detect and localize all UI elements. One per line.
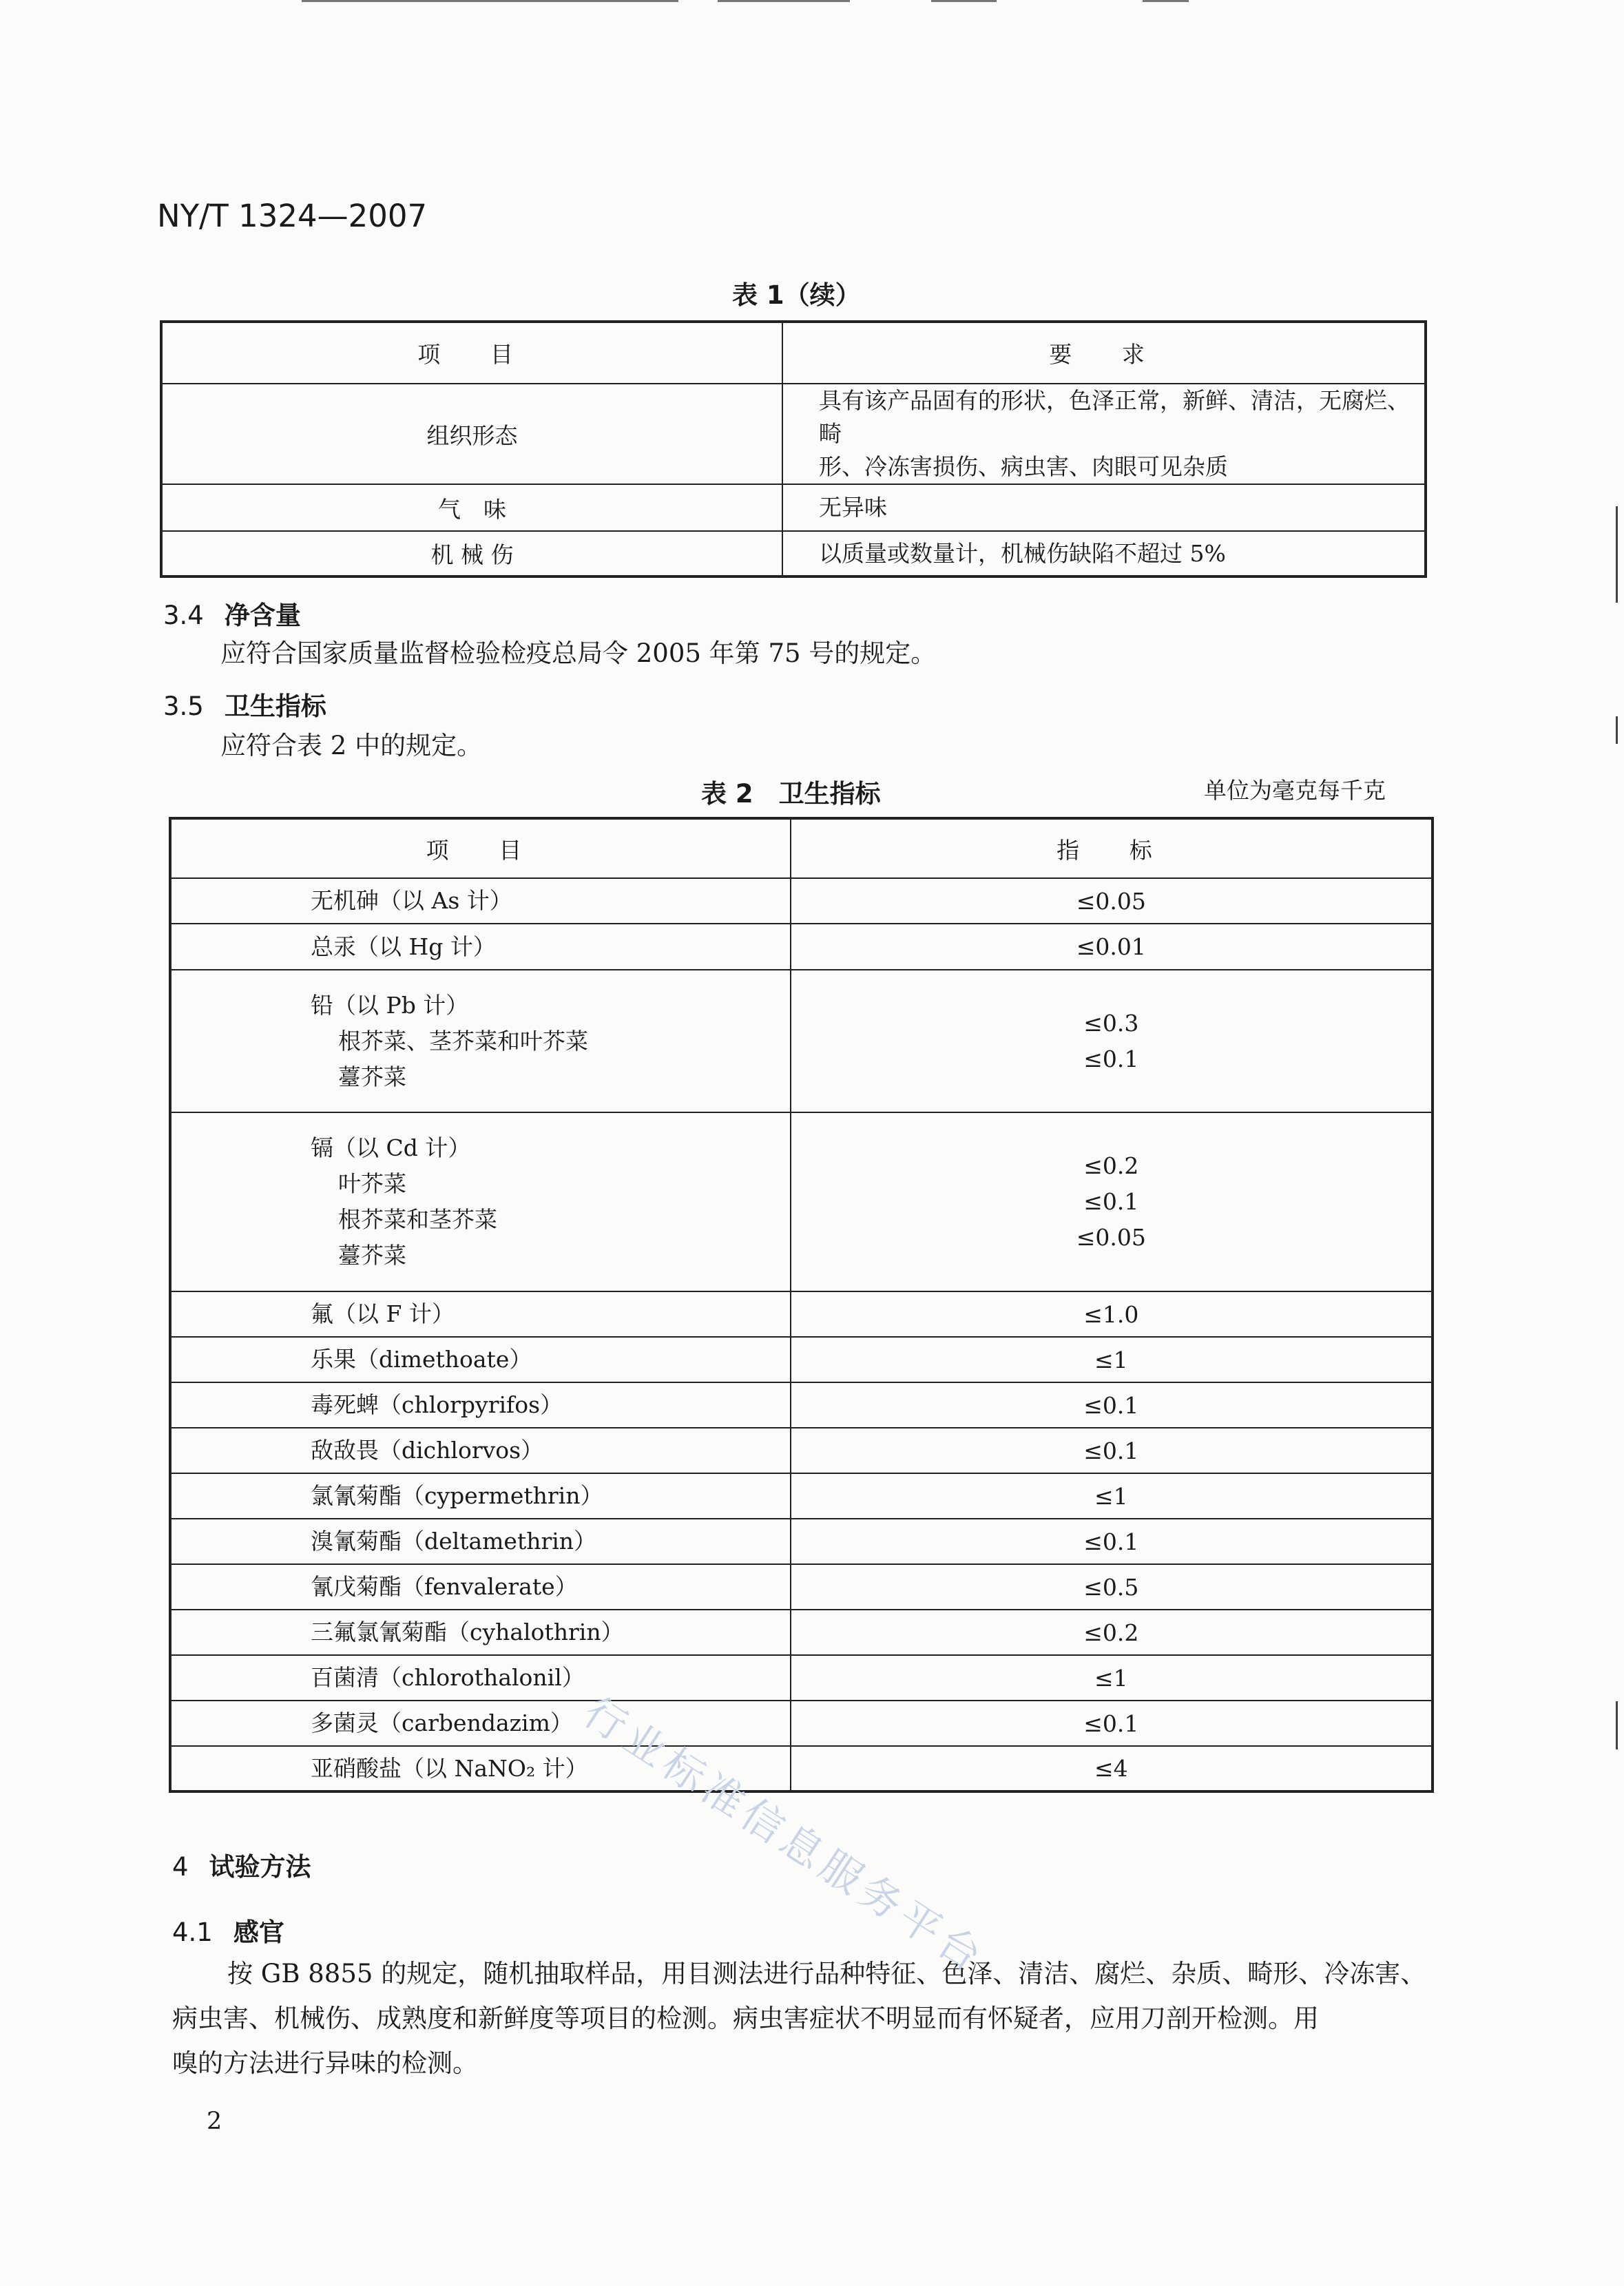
table-row (170, 1746, 1433, 1791)
table2-val: ≤0.5 (791, 1564, 1433, 1610)
scan-edge-line (302, 0, 678, 2)
req-line: 形、冷冻害损伤、病虫害、肉眼可见杂质 (819, 453, 1229, 480)
table1-col-req: 要 求 (782, 322, 1426, 384)
sub-item: 薹芥菜 (338, 1063, 406, 1090)
section-number: 3.4 (163, 601, 204, 630)
table2-val (791, 1112, 1433, 1291)
section-3-5-heading (163, 685, 326, 723)
page-number: 2 (207, 2108, 222, 2135)
table2-item: 总汞（以 Hg 计） (170, 924, 791, 970)
table1-item: 机 械 伤 (161, 531, 782, 576)
table2-item: 多菌灵（carbendazim） (170, 1701, 791, 1746)
table2-item: 敌敌畏（dichlorvos） (170, 1428, 791, 1473)
table2-col-item: 项 目 (170, 818, 791, 878)
table2-val: ≤1 (791, 1473, 1433, 1519)
section-4-heading (172, 1846, 311, 1883)
watermark-text: 行业标准信息服务平台 (574, 1687, 995, 1984)
table2-val: ≤0.05 (791, 878, 1433, 924)
section-4-1-line: 按 GB 8855 的规定，随机抽取样品，用目测法进行品种特征、色泽、清洁、腐烂、杂质、畸形、冷冻害、 (227, 1959, 1426, 1988)
table-row (170, 878, 1433, 924)
table2-item: 溴氰菊酯（deltamethrin） (170, 1519, 791, 1564)
section-title: 净含量 (224, 601, 301, 630)
table2-val: ≤1 (791, 1337, 1433, 1382)
table2-val: ≤1 (791, 1655, 1433, 1701)
table2-item: 氯氰菊酯（cypermethrin） (170, 1473, 791, 1519)
sub-item: 叶芥菜 (338, 1170, 406, 1197)
table2-caption: 表 2 卫生指标 (701, 779, 881, 809)
table-row (170, 1655, 1433, 1701)
table2-item: 无机砷（以 As 计） (170, 878, 791, 924)
section-4-1-line: 病虫害、机械伤、成熟度和新鲜度等项目的检测。病虫害症状不明显而有怀疑者，应用刀剖开检测。用 (172, 2004, 1319, 2033)
value: ≤0.2 (1083, 1152, 1139, 1179)
table1-col-item: 项 目 (161, 322, 782, 384)
table-row (170, 1610, 1433, 1655)
table2-item (170, 1112, 791, 1291)
scan-edge-mark (1616, 716, 1618, 744)
section-number: 3.5 (163, 692, 204, 721)
table-row (170, 1701, 1433, 1746)
value: ≤0.05 (1076, 1224, 1146, 1251)
table2-val: ≤0.1 (791, 1701, 1433, 1746)
table2-item: 三氟氯氰菊酯（cyhalothrin） (170, 1610, 791, 1655)
group-title: 镉（以 Cd 计） (311, 1134, 471, 1161)
table-row (170, 1382, 1433, 1428)
standard-code: NY/T 1324—2007 (157, 198, 428, 234)
table2-item: 毒死蜱（chlorpyrifos） (170, 1382, 791, 1428)
table2-val: ≤1.0 (791, 1291, 1433, 1337)
table2-val: ≤0.1 (791, 1382, 1433, 1428)
value: ≤0.1 (1083, 1188, 1139, 1215)
value: ≤0.3 (1083, 1009, 1139, 1037)
scan-edge-line (931, 0, 997, 2)
scan-edge-line (1143, 0, 1189, 2)
sub-item: 根芥菜、茎芥菜和叶芥菜 (338, 1027, 588, 1054)
table2-val: ≤0.1 (791, 1519, 1433, 1564)
table2-val: ≤0.1 (791, 1428, 1433, 1473)
table-row (170, 1519, 1433, 1564)
table-row (161, 531, 1426, 576)
table2-val: ≤0.2 (791, 1610, 1433, 1655)
table-row (170, 1473, 1433, 1519)
table2-unit: 单位为毫克每千克 (1204, 777, 1386, 804)
section-title: 卫生指标 (224, 692, 326, 721)
scan-edge-line (718, 0, 850, 2)
scan-edge-mark (1616, 1701, 1618, 1749)
section-4-1-heading (172, 1911, 284, 1949)
table1-item: 组织形态 (161, 384, 782, 484)
table2-val: ≤4 (791, 1746, 1433, 1791)
section-number: 4 (172, 1852, 189, 1882)
table1 (160, 320, 1427, 578)
table-row (170, 1564, 1433, 1610)
table-row (161, 384, 1426, 484)
table2-header-row (170, 818, 1433, 878)
table2-item: 氰戊菊酯（fenvalerate） (170, 1564, 791, 1610)
section-3-5-text: 应符合表 2 中的规定。 (220, 731, 483, 760)
table1-req: 无异味 (782, 484, 1426, 531)
sub-item: 根芥菜和茎芥菜 (338, 1206, 497, 1233)
table-row (170, 1291, 1433, 1337)
table1-req: 以质量或数量计，机械伤缺陷不超过 5% (782, 531, 1426, 576)
table2-item: 乐果（dimethoate） (170, 1337, 791, 1382)
table1-item: 气 味 (161, 484, 782, 531)
scan-edge-mark (1616, 506, 1618, 603)
value: ≤0.1 (1083, 1045, 1139, 1072)
table-row (170, 1337, 1433, 1382)
section-3-4-heading (163, 594, 301, 632)
table1-header-row (161, 322, 1426, 384)
table-row (161, 484, 1426, 531)
table2 (169, 817, 1434, 1793)
table2-val (791, 970, 1433, 1112)
table-row (170, 1428, 1433, 1473)
section-3-4-text: 应符合国家质量监督检验检疫总局令 2005 年第 75 号的规定。 (220, 638, 937, 668)
section-title: 感官 (233, 1918, 284, 1947)
sub-item: 薹芥菜 (338, 1242, 406, 1269)
req-line: 具有该产品固有的形状，色泽正常，新鲜、清洁，无腐烂、畸 (819, 387, 1410, 447)
section-title: 试验方法 (209, 1852, 311, 1882)
table2-val: ≤0.01 (791, 924, 1433, 970)
table2-item: 亚硝酸盐（以 NaNO₂ 计） (170, 1746, 791, 1791)
table1-req (782, 384, 1426, 484)
table2-col-val: 指 标 (791, 818, 1433, 878)
table-row (170, 924, 1433, 970)
table2-item: 百菌清（chlorothalonil） (170, 1655, 791, 1701)
table-row (170, 970, 1433, 1112)
section-4-1-line: 嗅的方法进行异味的检测。 (172, 2048, 478, 2078)
table2-item: 氟（以 F 计） (170, 1291, 791, 1337)
table2-item (170, 970, 791, 1112)
section-number: 4.1 (172, 1918, 213, 1947)
table-row (170, 1112, 1433, 1291)
table1-caption: 表 1（续） (732, 280, 861, 310)
group-title: 铅（以 Pb 计） (311, 991, 469, 1019)
